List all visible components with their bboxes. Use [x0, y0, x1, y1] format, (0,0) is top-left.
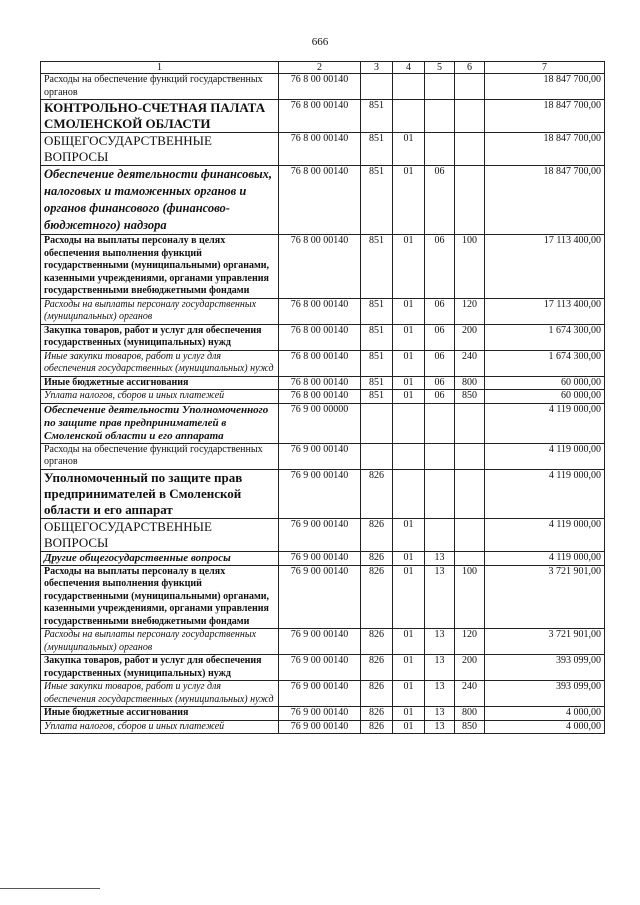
row-expense-type-code	[455, 166, 485, 235]
row-target-code: 76 9 00 00000	[279, 403, 361, 443]
row-expense-type-code: 200	[455, 655, 485, 681]
row-amount: 3 721 901,00	[485, 629, 605, 655]
row-amount: 4 000,00	[485, 707, 605, 721]
row-description: ОБЩЕГОСУДАРСТВЕННЫЕ ВОПРОСЫ	[41, 518, 279, 551]
row-ministry-code: 826	[361, 518, 393, 551]
row-target-code: 76 8 00 00140	[279, 298, 361, 324]
row-subsection-code: 13	[425, 707, 455, 721]
row-subsection-code: 06	[425, 390, 455, 404]
row-ministry-code: 826	[361, 469, 393, 518]
row-section-code: 01	[393, 707, 425, 721]
row-subsection-code: 06	[425, 235, 455, 299]
row-section-code: 01	[393, 235, 425, 299]
row-target-code: 76 8 00 00140	[279, 133, 361, 166]
row-subsection-code: 13	[425, 565, 455, 629]
row-expense-type-code: 200	[455, 324, 485, 350]
row-amount: 18 847 700,00	[485, 133, 605, 166]
row-section-code: 01	[393, 350, 425, 376]
row-description: Иные бюджетные ассигнования	[41, 707, 279, 721]
row-target-code: 76 9 00 00140	[279, 469, 361, 518]
row-expense-type-code	[455, 74, 485, 100]
row-subsection-code: 13	[425, 720, 455, 734]
row-section-code: 01	[393, 655, 425, 681]
row-expense-type-code: 100	[455, 235, 485, 299]
table-row	[41, 166, 605, 235]
row-expense-type-code	[455, 133, 485, 166]
row-description: Иные закупки товаров, работ и услуг для обеспечения государственных (муниципальных) нужд	[41, 681, 279, 707]
row-expense-type-code: 120	[455, 298, 485, 324]
row-description: Обеспечение деятельности Уполномоченного по защите прав предпринимателей в Смоленской области и его аппарата	[41, 403, 279, 443]
table-row	[41, 403, 605, 443]
row-target-code: 76 8 00 00140	[279, 100, 361, 133]
row-amount: 4 119 000,00	[485, 469, 605, 518]
row-amount: 393 099,00	[485, 681, 605, 707]
row-target-code: 76 9 00 00140	[279, 707, 361, 721]
row-ministry-code: 826	[361, 707, 393, 721]
budget-table	[40, 61, 605, 734]
row-ministry-code: 851	[361, 133, 393, 166]
row-ministry-code: 826	[361, 565, 393, 629]
row-description: Расходы на выплаты персоналу в целях обеспечения выполнения функций государственными (муниципальными) органами, казенными учреждениями, органами управления государственными внебюджетными фондами	[41, 565, 279, 629]
row-section-code: 01	[393, 629, 425, 655]
col-header-6: 6	[455, 62, 485, 74]
row-subsection-code: 06	[425, 376, 455, 390]
row-subsection-code: 06	[425, 350, 455, 376]
row-description: Расходы на обеспечение функций государственных органов	[41, 443, 279, 469]
row-section-code: 01	[393, 376, 425, 390]
row-expense-type-code: 240	[455, 681, 485, 707]
col-header-4: 4	[393, 62, 425, 74]
row-description: КОНТРОЛЬНО-СЧЕТНАЯ ПАЛАТА СМОЛЕНСКОЙ ОБЛАСТИ	[41, 100, 279, 133]
table-row	[41, 390, 605, 404]
row-section-code: 01	[393, 681, 425, 707]
row-section-code: 01	[393, 390, 425, 404]
row-amount: 18 847 700,00	[485, 166, 605, 235]
row-ministry-code: 826	[361, 551, 393, 565]
row-subsection-code: 13	[425, 551, 455, 565]
row-section-code	[393, 443, 425, 469]
row-description: Уплата налогов, сборов и иных платежей	[41, 720, 279, 734]
row-target-code: 76 9 00 00140	[279, 629, 361, 655]
row-target-code: 76 8 00 00140	[279, 74, 361, 100]
table-row	[41, 298, 605, 324]
row-section-code: 01	[393, 298, 425, 324]
row-subsection-code	[425, 469, 455, 518]
row-ministry-code: 851	[361, 166, 393, 235]
row-target-code: 76 9 00 00140	[279, 720, 361, 734]
row-amount: 18 847 700,00	[485, 74, 605, 100]
table-row	[41, 707, 605, 721]
row-target-code: 76 8 00 00140	[279, 390, 361, 404]
header-row	[41, 62, 605, 74]
table-row	[41, 74, 605, 100]
row-description: Иные бюджетные ассигнования	[41, 376, 279, 390]
row-ministry-code: 851	[361, 324, 393, 350]
row-subsection-code: 13	[425, 629, 455, 655]
row-section-code: 01	[393, 518, 425, 551]
row-target-code: 76 9 00 00140	[279, 655, 361, 681]
row-amount: 60 000,00	[485, 376, 605, 390]
row-ministry-code: 851	[361, 235, 393, 299]
row-subsection-code	[425, 100, 455, 133]
table-row	[41, 350, 605, 376]
row-target-code: 76 8 00 00140	[279, 324, 361, 350]
row-description: Расходы на обеспечение функций государственных органов	[41, 74, 279, 100]
table-row	[41, 655, 605, 681]
row-section-code: 01	[393, 720, 425, 734]
table-row	[41, 376, 605, 390]
row-amount: 17 113 400,00	[485, 235, 605, 299]
row-expense-type-code: 100	[455, 565, 485, 629]
col-header-5: 5	[425, 62, 455, 74]
table-row	[41, 324, 605, 350]
row-amount: 60 000,00	[485, 390, 605, 404]
row-expense-type-code	[455, 518, 485, 551]
col-header-2: 2	[279, 62, 361, 74]
row-ministry-code: 826	[361, 629, 393, 655]
row-amount: 4 119 000,00	[485, 518, 605, 551]
row-expense-type-code: 120	[455, 629, 485, 655]
table-row	[41, 565, 605, 629]
row-expense-type-code	[455, 403, 485, 443]
row-target-code: 76 9 00 00140	[279, 443, 361, 469]
table-row	[41, 629, 605, 655]
row-target-code: 76 8 00 00140	[279, 166, 361, 235]
table-row	[41, 551, 605, 565]
row-amount: 1 674 300,00	[485, 324, 605, 350]
row-target-code: 76 8 00 00140	[279, 376, 361, 390]
row-amount: 18 847 700,00	[485, 100, 605, 133]
table-row	[41, 469, 605, 518]
row-ministry-code	[361, 74, 393, 100]
table-row	[41, 133, 605, 166]
table-row	[41, 681, 605, 707]
row-ministry-code: 851	[361, 298, 393, 324]
row-ministry-code: 826	[361, 720, 393, 734]
row-amount: 1 674 300,00	[485, 350, 605, 376]
row-section-code: 01	[393, 565, 425, 629]
row-section-code: 01	[393, 324, 425, 350]
row-subsection-code	[425, 518, 455, 551]
row-ministry-code: 851	[361, 390, 393, 404]
row-amount: 4 119 000,00	[485, 551, 605, 565]
row-subsection-code: 13	[425, 681, 455, 707]
row-expense-type-code: 850	[455, 390, 485, 404]
row-description: Уплата налогов, сборов и иных платежей	[41, 390, 279, 404]
row-description: ОБЩЕГОСУДАРСТВЕННЫЕ ВОПРОСЫ	[41, 133, 279, 166]
row-description: Закупка товаров, работ и услуг для обеспечения государственных (муниципальных) нужд	[41, 655, 279, 681]
col-header-1: 1	[41, 62, 279, 74]
col-header-3: 3	[361, 62, 393, 74]
row-ministry-code	[361, 403, 393, 443]
row-ministry-code: 826	[361, 655, 393, 681]
table-row	[41, 720, 605, 734]
row-expense-type-code	[455, 443, 485, 469]
row-expense-type-code	[455, 469, 485, 518]
row-description: Обеспечение деятельности финансовых, налоговых и таможенных органов и органов финансового (финансово-бюджетного) надзора	[41, 166, 279, 235]
row-amount: 4 119 000,00	[485, 443, 605, 469]
row-section-code: 01	[393, 133, 425, 166]
row-ministry-code: 851	[361, 376, 393, 390]
row-expense-type-code: 240	[455, 350, 485, 376]
row-target-code: 76 9 00 00140	[279, 565, 361, 629]
row-target-code: 76 8 00 00140	[279, 350, 361, 376]
row-section-code	[393, 100, 425, 133]
table-row	[41, 100, 605, 133]
row-description: Уполномоченный по защите прав предпринимателей в Смоленской области и его аппарат	[41, 469, 279, 518]
row-subsection-code: 13	[425, 655, 455, 681]
row-subsection-code	[425, 403, 455, 443]
row-expense-type-code	[455, 100, 485, 133]
row-target-code: 76 9 00 00140	[279, 518, 361, 551]
row-section-code	[393, 74, 425, 100]
row-expense-type-code: 850	[455, 720, 485, 734]
row-ministry-code: 851	[361, 100, 393, 133]
footer-divider	[0, 888, 100, 889]
row-ministry-code: 851	[361, 350, 393, 376]
table-row	[41, 518, 605, 551]
row-amount: 3 721 901,00	[485, 565, 605, 629]
row-subsection-code	[425, 443, 455, 469]
row-ministry-code	[361, 443, 393, 469]
row-amount: 4 119 000,00	[485, 403, 605, 443]
table-row	[41, 235, 605, 299]
row-target-code: 76 9 00 00140	[279, 551, 361, 565]
row-subsection-code	[425, 74, 455, 100]
row-description: Расходы на выплаты персоналу государственных (муниципальных) органов	[41, 298, 279, 324]
row-subsection-code: 06	[425, 166, 455, 235]
row-ministry-code: 826	[361, 681, 393, 707]
row-expense-type-code: 800	[455, 376, 485, 390]
row-subsection-code: 06	[425, 298, 455, 324]
row-section-code: 01	[393, 166, 425, 235]
row-subsection-code: 06	[425, 324, 455, 350]
row-description: Расходы на выплаты персоналу государственных (муниципальных) органов	[41, 629, 279, 655]
row-amount: 393 099,00	[485, 655, 605, 681]
col-header-7: 7	[485, 62, 605, 74]
row-expense-type-code: 800	[455, 707, 485, 721]
row-description: Другие общегосударственные вопросы	[41, 551, 279, 565]
row-description: Иные закупки товаров, работ и услуг для обеспечения государственных (муниципальных) нужд	[41, 350, 279, 376]
row-description: Расходы на выплаты персоналу в целях обеспечения выполнения функций государственными (муниципальными) органами, казенными учреждениями, органами управления государственными внебюджетными фондами	[41, 235, 279, 299]
row-expense-type-code	[455, 551, 485, 565]
row-description: Закупка товаров, работ и услуг для обеспечения государственных (муниципальных) нужд	[41, 324, 279, 350]
row-amount: 17 113 400,00	[485, 298, 605, 324]
table-row	[41, 443, 605, 469]
row-section-code	[393, 403, 425, 443]
page-number: 666	[311, 36, 329, 48]
row-section-code	[393, 469, 425, 518]
row-amount: 4 000,00	[485, 720, 605, 734]
row-target-code: 76 8 00 00140	[279, 235, 361, 299]
row-target-code: 76 9 00 00140	[279, 681, 361, 707]
row-section-code: 01	[393, 551, 425, 565]
row-subsection-code	[425, 133, 455, 166]
